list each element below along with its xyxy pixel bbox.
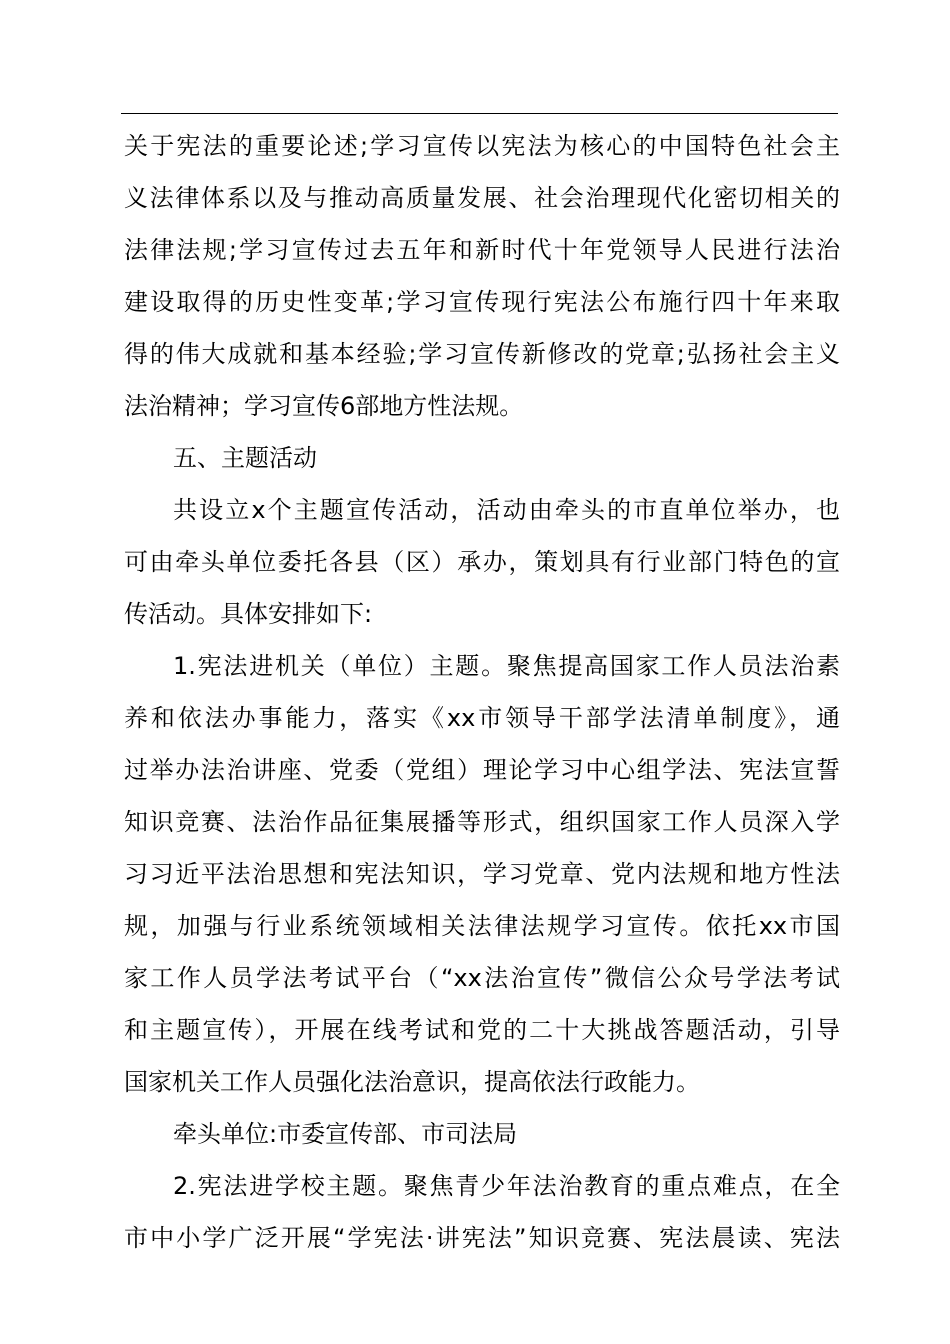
text-line: 家工作人员学法考试平台（“xx法治宣传”微信公众号学法考试: [124, 964, 840, 992]
text-line: 市中小学广泛开展“学宪法·讲宪法”知识竞赛、宪法晨读、宪法: [124, 1224, 840, 1252]
text-line: 可由牵头单位委托各县（区）承办，策划具有行业部门特色的宣: [124, 548, 840, 576]
text-line: 国家机关工作人员强化法治意识，提高依法行政能力。: [124, 1068, 700, 1096]
text-line: 知识竞赛、法治作品征集展播等形式，组织国家工作人员深入学: [124, 808, 840, 836]
text-line: 1.宪法进机关（单位）主题。聚焦提高国家工作人员法治素: [173, 652, 840, 680]
text-line: 养和依法办事能力，落实《xx市领导干部学法清单制度》，通: [124, 704, 840, 732]
text-line: 共设立x个主题宣传活动，活动由牵头的市直单位举办，也: [173, 496, 840, 524]
text-line: 过举办法治讲座、党委（党组）理论学习中心组学法、宪法宣誓: [124, 756, 840, 784]
text-line: 法治精神；学习宣传6部地方性法规。: [124, 392, 524, 420]
text-line: 习习近平法治思想和宪法知识，学习党章、党内法规和地方性法: [124, 860, 840, 888]
text-line: 传活动。具体安排如下:: [124, 600, 373, 628]
text-line: 法律法规;学习宣传过去五年和新时代十年党领导人民进行法治: [124, 236, 840, 264]
header-rule: [121, 113, 838, 114]
text-line: 和主题宣传），开展在线考试和党的二十大挑战答题活动，引导: [124, 1016, 840, 1044]
text-line: 义法律体系以及与推动高质量发展、社会治理现代化密切相关的: [124, 184, 840, 212]
text-line: 建设取得的历史性变革;学习宣传现行宪法公布施行四十年来取: [124, 288, 840, 316]
text-line: 2.宪法进学校主题。聚焦青少年法治教育的重点难点，在全: [173, 1172, 840, 1200]
text-line: 牵头单位:市委宣传部、市司法局: [173, 1120, 518, 1148]
text-line: 得的伟大成就和基本经验;学习宣传新修改的党章;弘扬社会主义: [124, 340, 840, 368]
text-line: 规，加强与行业系统领域相关法律法规学习宣传。依托xx市国: [124, 912, 840, 940]
text-line: 关于宪法的重要论述;学习宣传以宪法为核心的中国特色社会主: [124, 132, 840, 160]
section-heading: 五、主题活动: [173, 444, 317, 472]
